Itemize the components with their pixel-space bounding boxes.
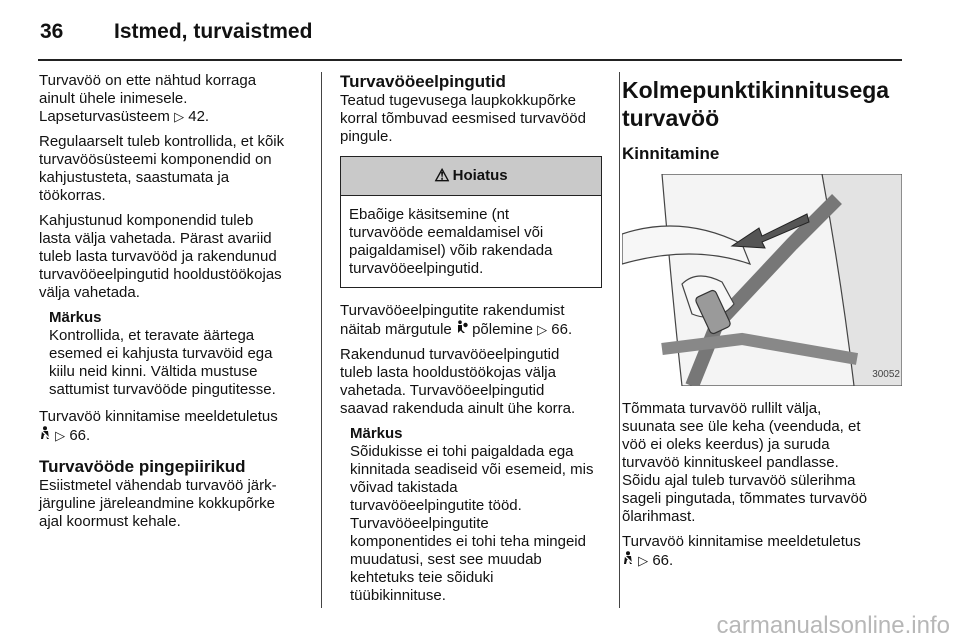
paragraph: Turvavööeelpingutite rakendumist näitab märgutule põlemine ▷ 66.	[340, 302, 573, 338]
note-block	[350, 425, 608, 605]
section-heading: Turvavööde pingepiirikud	[39, 457, 246, 476]
paragraph: Teatud tugevusega laupkokkupõrke korral tõmbuvad eesmised turvavööd pingule.	[340, 92, 586, 145]
column-right	[622, 72, 912, 577]
note-title: Märkus	[350, 425, 403, 442]
note-body: Sõidukisse ei tohi paigaldada ega kinnitada seadiseid või esemeid, mis võivad takistada turvavööeelpingutite tööd. Turvavööeelpingutite komponentides ei tohi teha mingeid muudatusi, sest see muudab kehtetuks teie sõiduki tüübikinnituse.	[350, 443, 594, 604]
column-left	[39, 72, 309, 538]
warning-body: Ebaõige käsitsemine (nt turvavööde eemaldamisel või paigaldamisel) võib rakendada turvavööeelpingutid.	[349, 206, 553, 277]
chapter-heading: Kolmepunktikinnitusega turvavöö	[622, 77, 890, 131]
paragraph: Turvavöö on ette nähtud korraga ainult ühele inimesele. Lapseturvasüsteem ▷ 42.	[39, 72, 257, 125]
paragraph: Turvavöö kinnitamise meeldetuletus ▷ 66.	[39, 408, 278, 444]
airbag-warning-icon	[456, 321, 468, 338]
column-divider	[619, 72, 620, 608]
page-header	[40, 14, 920, 50]
subsection-heading: Kinnitamine	[622, 144, 720, 163]
paragraph: Esiistmetel vähendab turvavöö järk- järguline järeleandmine kokkupõrke ajal koormust kehale.	[39, 477, 277, 530]
reference-triangle-icon: ▷	[174, 109, 185, 124]
column-divider	[321, 72, 322, 608]
warning-header	[341, 157, 601, 196]
seatbelt-reminder-icon	[622, 552, 634, 569]
seatbelt-drawing	[622, 174, 902, 386]
watermark: carmanualsonline.info	[716, 612, 950, 639]
note-block	[49, 309, 309, 399]
note-body: Kontrollida, et teravate äärtega esemed ei kahjusta turvavöid ega kiilu neid kinni. Vältida mustuse sattumist turvavööde pingutitesse.	[49, 327, 276, 398]
paragraph: Turvavöö kinnitamise meeldetuletus ▷ 66.	[622, 533, 861, 569]
page-title: Istmed, turvaistmed	[114, 20, 313, 43]
reference-triangle-icon: ▷	[537, 322, 548, 337]
reference-triangle-icon: ▷	[638, 553, 649, 568]
figure-number: 30052	[872, 369, 900, 380]
warning-label: Hoiatus	[452, 167, 508, 184]
reference-triangle-icon: ▷	[55, 428, 66, 443]
seatbelt-reminder-icon	[39, 427, 51, 444]
paragraph: Rakendunud turvavööeelpingutid tuleb lasta hooldustöökojas välja vahetada. Turvavööeelpingutid saavad rakenduda ainult ühe korra.	[340, 346, 576, 417]
paragraph: Kahjustunud komponendid tuleb lasta välja vahetada. Pärast avariid tuleb lasta turvavööd ja rakendunud turvavööeelpingutid hooldustöökojas välja vahetada.	[39, 212, 282, 301]
header-divider	[38, 59, 902, 61]
warning-triangle-icon: ⚠	[434, 166, 450, 185]
section-heading: Turvavööeelpingutid	[340, 72, 506, 91]
warning-box	[340, 156, 602, 288]
note-title: Märkus	[49, 309, 102, 326]
paragraph: Tõmmata turvavöö rullilt välja, suunata see üle keha (veenduda, et vöö ei oleks keerdus) ja suruda turvavöö kinnituskeel pandlasse. Sõidu ajal tuleb turvavöö sülerihma sageli pingutada, tõmmates turvavöö õlarihmast.	[622, 400, 868, 525]
page-number: 36	[40, 20, 64, 43]
paragraph: Regulaarselt tuleb kontrollida, et kõik turvavöösüsteemi komponendid on kahjustusteta, saastumata ja töökorras.	[39, 133, 285, 204]
column-middle	[340, 72, 608, 614]
seatbelt-illustration	[622, 174, 902, 386]
